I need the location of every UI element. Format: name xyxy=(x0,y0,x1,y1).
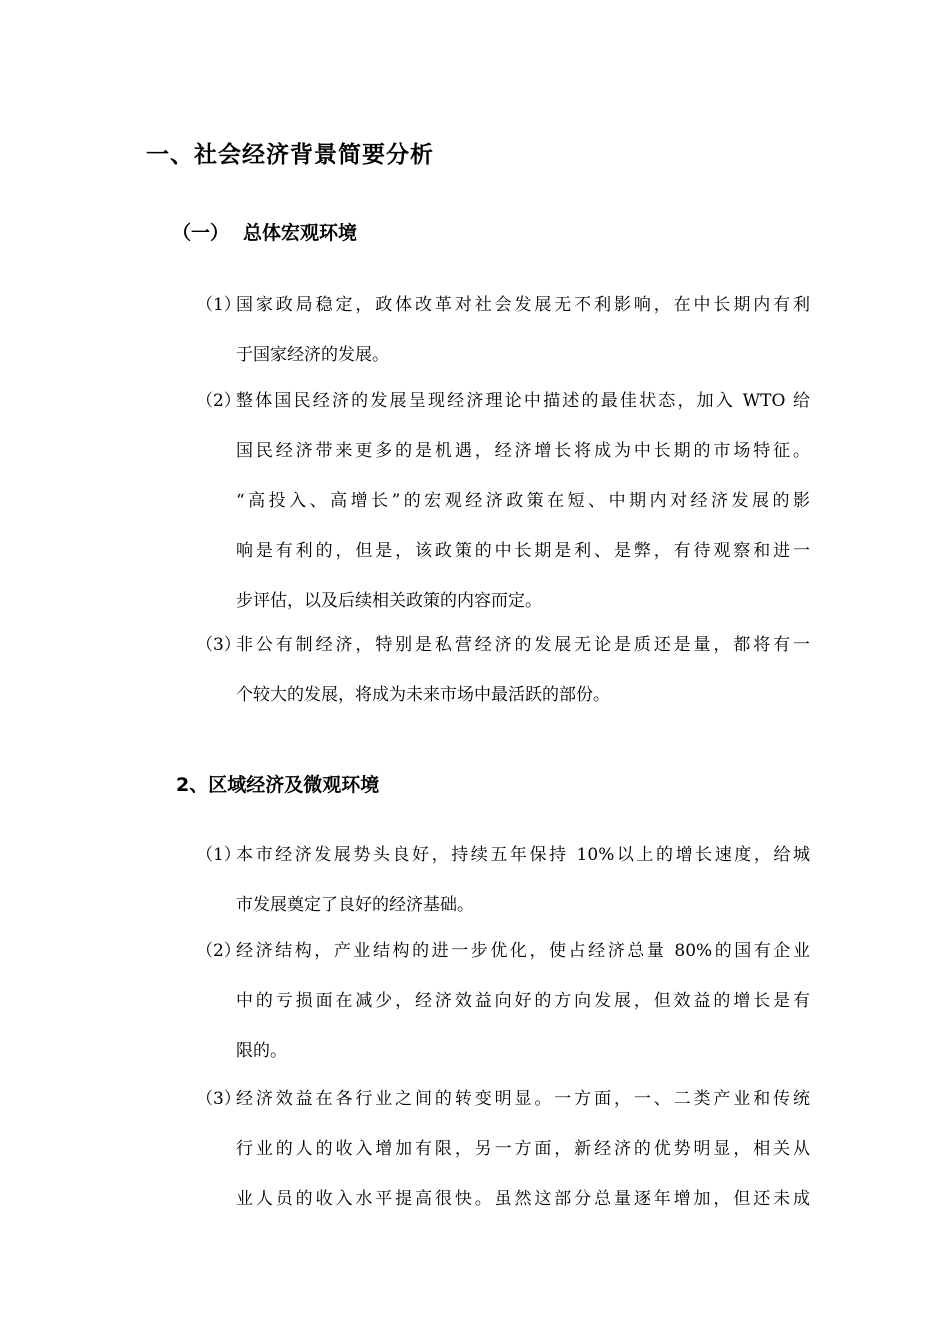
section-1-title: 总体宏观环境 xyxy=(243,222,358,244)
item-line: 国家政局稳定，政体改革对社会发展无不利影响，在中长期内有利 xyxy=(236,295,810,315)
section-1-item-1 xyxy=(196,280,810,380)
item-line: “高投入、高增长”的宏观经济政策在短、中期内对经济发展的影 xyxy=(236,491,810,511)
item-line: 响是有利的，但是，该政策的中长期是利、是弊，有待观察和进一 xyxy=(236,541,810,561)
section-2-item-3 xyxy=(196,1074,810,1224)
section-2-item-2 xyxy=(196,926,810,1076)
item-line: 市发展奠定了良好的经济基础。 xyxy=(236,895,474,915)
section-2-heading xyxy=(176,770,379,797)
item-line: 经济效益在各行业之间的转变明显。一方面，一、二类产业和传统 xyxy=(236,1089,810,1109)
section-2-item-1 xyxy=(196,830,810,930)
item-line: 业人员的收入水平提高很快。虽然这部分总量逐年增加，但还未成 xyxy=(236,1189,810,1209)
item-line: 行业的人的收入增加有限，另一方面，新经济的优势明显，相关从 xyxy=(236,1139,810,1159)
item-line: 中的亏损面在减少，经济效益向好的方向发展，但效益的增长是有 xyxy=(236,991,810,1011)
main-heading: 一、社会经济背景简要分析 xyxy=(146,142,434,168)
item-line: 限的。 xyxy=(236,1041,287,1061)
item-line: 整体国民经济的发展呈现经济理论中描述的最佳状态，加入 WTO 给 xyxy=(236,391,810,411)
item-line: 国民经济带来更多的是机遇，经济增长将成为中长期的市场特征。 xyxy=(236,441,810,461)
item-marker: （1） xyxy=(196,845,241,865)
item-line: 步评估，以及后续相关政策的内容而定。 xyxy=(236,591,542,611)
item-line: 经济结构，产业结构的进一步优化，使占经济总量 80%的国有企业 xyxy=(236,941,810,961)
item-marker: （3） xyxy=(196,1089,241,1109)
section-1-item-3 xyxy=(196,620,810,720)
item-marker: （3） xyxy=(196,635,241,655)
item-line: 于国家经济的发展。 xyxy=(236,345,389,365)
section-1-heading xyxy=(172,218,357,245)
item-marker: （2） xyxy=(196,941,241,961)
item-line: 本市经济发展势头良好，持续五年保持 10%以上的增长速度，给城 xyxy=(236,845,810,865)
item-marker: （2） xyxy=(196,391,241,411)
item-line: 个较大的发展，将成为未来市场中最活跃的部份。 xyxy=(236,685,610,705)
item-marker: （1） xyxy=(196,295,241,315)
item-line: 非公有制经济，特别是私营经济的发展无论是质还是量，都将有一 xyxy=(236,635,810,655)
section-1-item-2 xyxy=(196,376,810,626)
section-2-number: 2、 xyxy=(176,774,209,796)
section-2-title: 区域经济及微观环境 xyxy=(208,774,380,796)
section-1-number: （一） xyxy=(172,222,230,244)
